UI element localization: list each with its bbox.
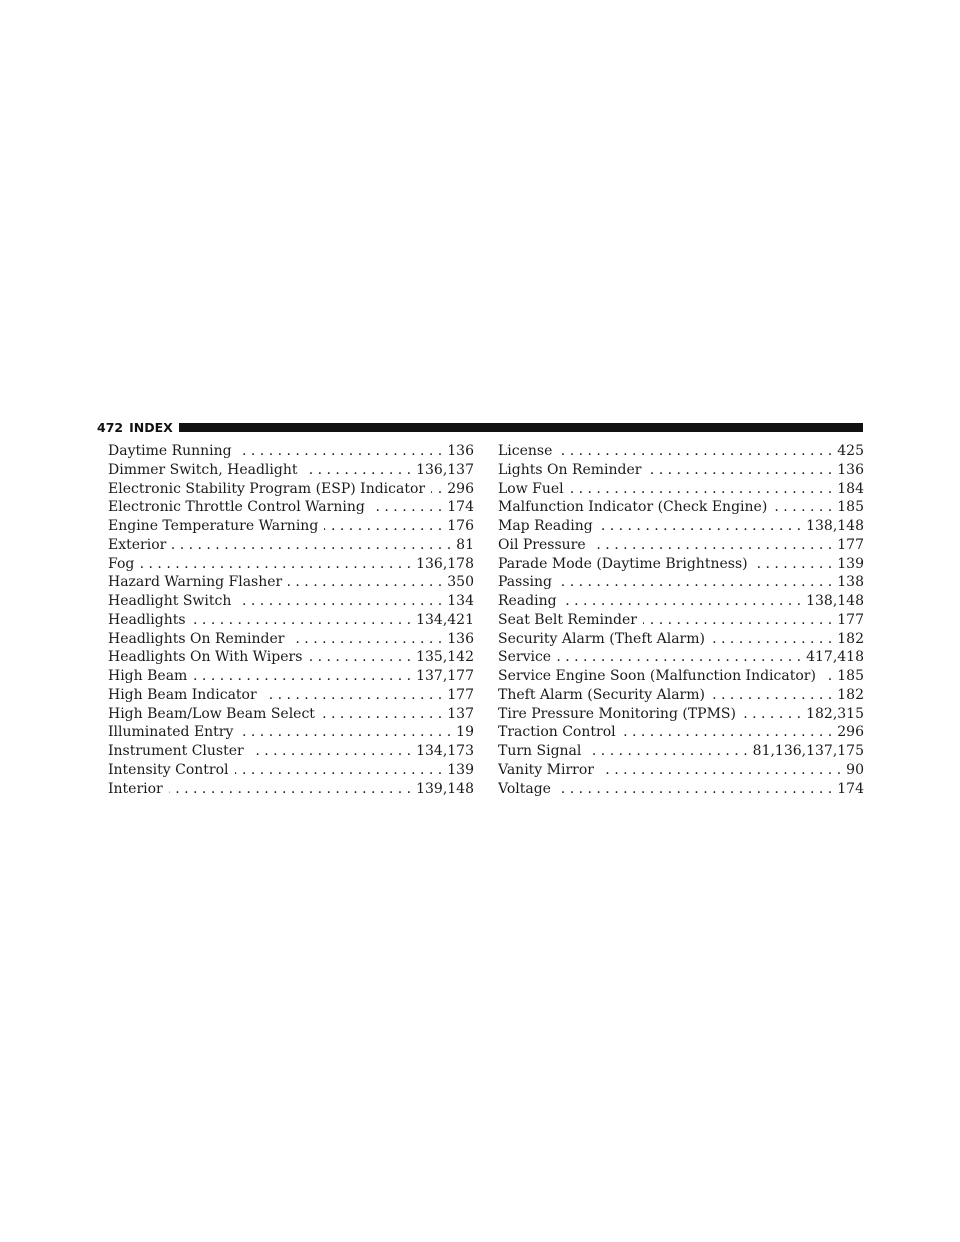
dot-leader xyxy=(557,648,801,667)
index-column-left xyxy=(108,442,474,798)
index-entry xyxy=(498,686,864,705)
index-term: Service xyxy=(498,649,552,666)
index-entry xyxy=(498,761,864,780)
index-pages: 177 xyxy=(837,611,864,628)
index-entry xyxy=(108,667,474,686)
index-term: Headlight Switch xyxy=(108,593,232,609)
index-entry xyxy=(108,648,474,667)
index-term: Reading xyxy=(498,593,557,609)
index-entry xyxy=(498,630,864,649)
index-pages: 137,177 xyxy=(416,668,474,684)
index-pages: 177 xyxy=(837,536,864,553)
index-pages: 136 xyxy=(837,461,864,478)
index-pages: 185 xyxy=(837,499,864,516)
dot-leader xyxy=(557,780,832,799)
index-entry xyxy=(108,723,474,742)
dot-leader xyxy=(648,461,833,480)
index-pages: 174 xyxy=(837,780,864,797)
index-term: Parade Mode (Daytime Brightness) xyxy=(498,555,748,572)
index-pages: 177 xyxy=(447,686,474,703)
index-pages: 138 xyxy=(837,574,864,591)
index-term: Low Fuel xyxy=(498,480,564,497)
index-pages: 139,148 xyxy=(416,780,474,797)
index-pages: 296 xyxy=(447,480,474,497)
index-entry xyxy=(108,686,474,705)
dot-leader xyxy=(570,480,833,499)
index-pages: 417,418 xyxy=(806,649,864,666)
index-entry xyxy=(108,517,474,536)
index-entry xyxy=(108,630,474,649)
dot-leader xyxy=(711,686,832,705)
index-term: Headlights On With Wipers xyxy=(108,649,303,666)
index-pages: 296 xyxy=(837,724,864,741)
index-entry xyxy=(498,611,864,630)
index-column-right xyxy=(498,442,864,798)
index-term: Electronic Throttle Control Warning xyxy=(108,499,365,516)
dot-leader xyxy=(263,686,443,705)
dot-leader xyxy=(822,667,832,686)
index-term: License xyxy=(498,443,553,459)
index-pages: 136 xyxy=(447,630,474,647)
index-term: Seat Belt Reminder xyxy=(498,611,637,628)
index-pages: 139 xyxy=(837,555,864,572)
index-entry xyxy=(498,742,864,761)
index-entry xyxy=(108,536,474,555)
dot-leader xyxy=(558,573,832,592)
index-pages: 136 xyxy=(447,443,474,459)
dot-leader xyxy=(290,630,442,649)
index-term: High Beam xyxy=(108,668,188,684)
index-entry xyxy=(108,442,474,461)
index-pages: 137 xyxy=(447,705,474,722)
dot-leader xyxy=(238,442,443,461)
index-term: Illuminated Entry xyxy=(108,724,234,741)
index-pages: 90 xyxy=(846,761,864,778)
dot-leader xyxy=(169,780,411,799)
index-pages: 138,148 xyxy=(806,518,864,534)
dot-leader xyxy=(754,555,833,574)
index-pages: 134,421 xyxy=(416,611,474,628)
dot-leader xyxy=(742,705,801,724)
index-term: Passing xyxy=(498,574,552,591)
index-term: Electronic Stability Program (ESP) Indicator xyxy=(108,480,426,497)
index-pages: 136,178 xyxy=(416,555,474,572)
dot-leader xyxy=(250,742,411,761)
dot-leader xyxy=(558,442,832,461)
index-term: Oil Pressure xyxy=(498,536,586,553)
index-term: Lights On Reminder xyxy=(498,461,642,478)
index-entry xyxy=(498,592,864,611)
dot-leader xyxy=(600,761,841,780)
index-pages: 350 xyxy=(447,574,474,591)
index-term: Headlights xyxy=(108,611,186,628)
index-entry xyxy=(108,611,474,630)
dot-leader xyxy=(431,480,442,499)
index-pages: 139 xyxy=(447,761,474,778)
index-pages: 138,148 xyxy=(806,593,864,609)
index-entry xyxy=(498,461,864,480)
index-term: Hazard Warning Flasher xyxy=(108,574,283,591)
index-entry xyxy=(108,742,474,761)
index-entry xyxy=(498,442,864,461)
index-entry xyxy=(498,498,864,517)
index-entry xyxy=(498,780,864,799)
index-term: Vanity Mirror xyxy=(498,761,594,778)
index-entry xyxy=(108,705,474,724)
index-term: Service Engine Soon (Malfunction Indicator) xyxy=(498,668,816,684)
index-entry xyxy=(498,517,864,536)
dot-leader xyxy=(192,611,412,630)
dot-leader xyxy=(239,723,451,742)
dot-leader xyxy=(288,573,442,592)
index-entry xyxy=(108,498,474,517)
index-term: Daytime Running xyxy=(108,443,232,459)
index-entry xyxy=(108,780,474,799)
page-header xyxy=(97,418,863,436)
index-term: Dimmer Switch, Headlight xyxy=(108,461,298,478)
index-pages: 136,137 xyxy=(416,461,474,478)
dot-leader xyxy=(592,536,833,555)
index-term: Intensity Control xyxy=(108,761,229,778)
dot-leader xyxy=(711,630,832,649)
dot-leader xyxy=(643,611,832,630)
index-term: Traction Control xyxy=(498,724,616,741)
dot-leader xyxy=(622,723,833,742)
index-term: High Beam Indicator xyxy=(108,686,257,703)
dot-leader xyxy=(235,761,443,780)
index-entry xyxy=(498,705,864,724)
index-term: Malfunction Indicator (Check Engine) xyxy=(498,499,768,516)
index-entry xyxy=(108,761,474,780)
index-entry xyxy=(108,555,474,574)
index-term: Turn Signal xyxy=(498,743,582,759)
index-entry xyxy=(108,480,474,499)
dot-leader xyxy=(773,498,832,517)
dot-leader xyxy=(599,517,801,536)
index-pages: 182,315 xyxy=(806,705,864,722)
dot-leader xyxy=(140,555,411,574)
index-term: Map Reading xyxy=(498,518,593,534)
index-entry xyxy=(498,573,864,592)
index-pages: 185 xyxy=(837,668,864,684)
index-term: Exterior xyxy=(108,536,167,553)
index-term: Theft Alarm (Security Alarm) xyxy=(498,686,705,703)
index-term: Instrument Cluster xyxy=(108,743,244,759)
index-entry xyxy=(498,536,864,555)
index-entry xyxy=(498,648,864,667)
index-pages: 182 xyxy=(837,630,864,647)
index-term: Fog xyxy=(108,555,135,572)
index-pages: 174 xyxy=(447,499,474,516)
index-term: Interior xyxy=(108,780,163,797)
index-term: Tire Pressure Monitoring (TPMS) xyxy=(498,705,736,722)
index-term: Headlights On Reminder xyxy=(108,630,285,647)
dot-leader xyxy=(321,705,442,724)
dot-leader xyxy=(587,742,747,761)
dot-leader xyxy=(237,592,442,611)
index-entry xyxy=(498,667,864,686)
header-rule xyxy=(179,423,863,432)
dot-leader xyxy=(172,536,451,555)
index-term: Security Alarm (Theft Alarm) xyxy=(498,630,705,647)
index-term: High Beam/Low Beam Select xyxy=(108,705,315,722)
index-pages: 81,136,137,175 xyxy=(752,743,864,759)
index-entry xyxy=(108,573,474,592)
index-pages: 184 xyxy=(837,480,864,497)
dot-leader xyxy=(324,517,442,536)
dot-leader xyxy=(371,498,442,517)
index-entry xyxy=(498,723,864,742)
index-pages: 182 xyxy=(837,686,864,703)
index-term: Engine Temperature Warning xyxy=(108,518,319,534)
index-pages: 81 xyxy=(456,536,474,553)
section-title: INDEX xyxy=(129,419,173,435)
index-entry xyxy=(498,555,864,574)
index-entry xyxy=(498,480,864,499)
dot-leader xyxy=(563,592,802,611)
dot-leader xyxy=(308,648,411,667)
index-pages: 135,142 xyxy=(416,649,474,666)
index-pages: 176 xyxy=(447,518,474,534)
index-pages: 19 xyxy=(456,724,474,741)
dot-leader xyxy=(303,461,411,480)
index-entry xyxy=(108,461,474,480)
index-pages: 134,173 xyxy=(416,743,474,759)
index-pages: 134 xyxy=(447,593,474,609)
index-entry xyxy=(108,592,474,611)
index-pages: 425 xyxy=(837,443,864,459)
index-term: Voltage xyxy=(498,780,551,797)
dot-leader xyxy=(193,667,411,686)
page-number: 472 xyxy=(97,419,124,435)
